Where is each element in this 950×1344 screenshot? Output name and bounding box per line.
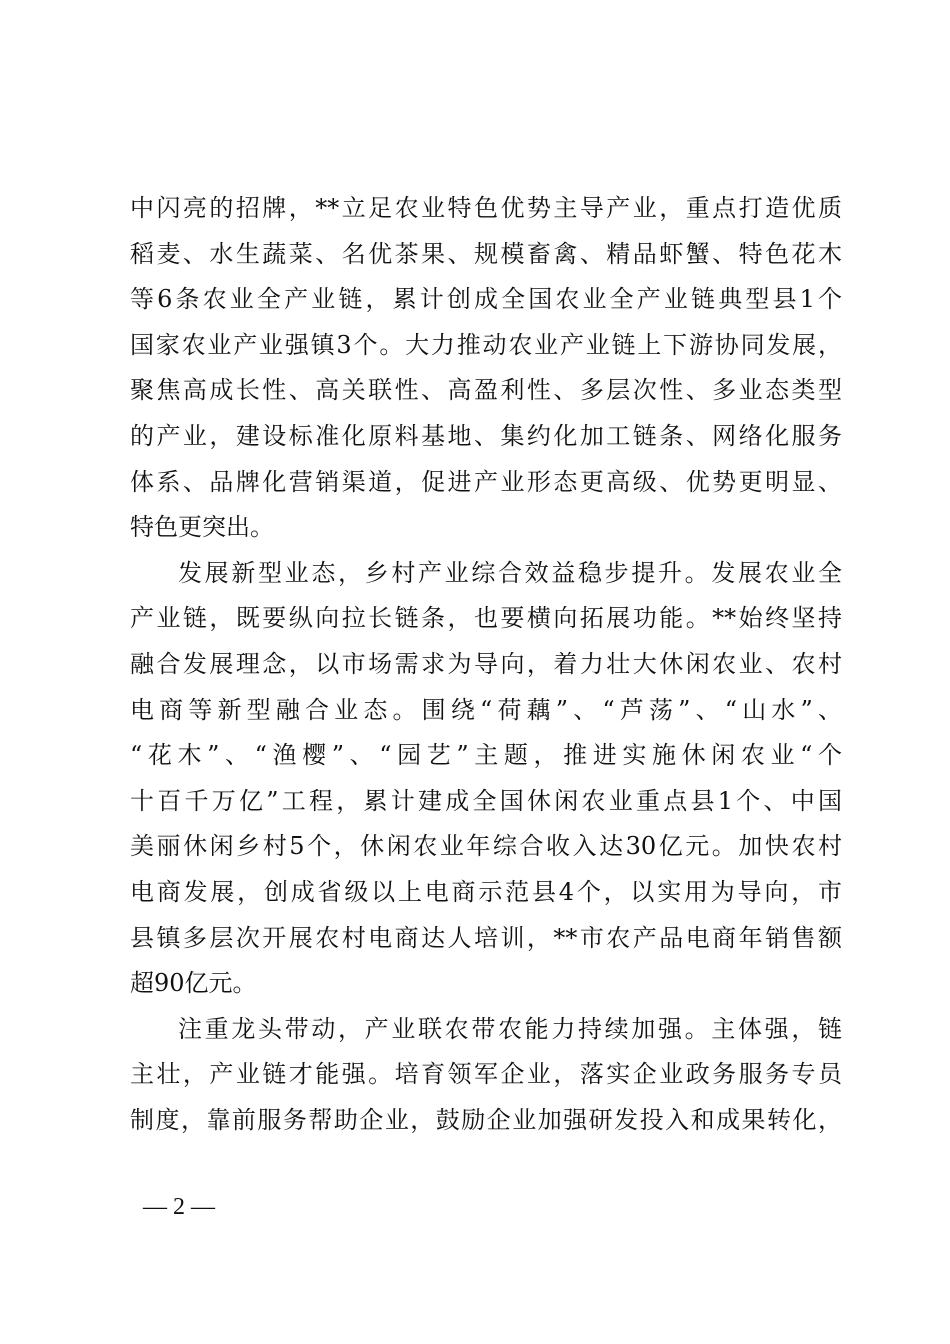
text-line: 电商等新型融合业态。围绕“荷藕”、“芦荡”、“山水”、 bbox=[130, 695, 842, 724]
text-line: “花木”、“渔樱”、“园艺”主题，推进实施休闲农业“个 bbox=[130, 741, 842, 770]
text-line: 电商发展，创成省级以上电商示范县4个，以实用为导向，市 bbox=[130, 877, 842, 906]
text-line: 县镇多层次开展农村电商达人培训，**市农产品电商年销售额 bbox=[130, 923, 842, 952]
text-line: 特色更突出。 bbox=[130, 513, 274, 542]
text-line: 超90亿元。 bbox=[130, 969, 257, 998]
text-line: 稻麦、水生蔬菜、名优茶果、规模畜禽、精品虾蟹、特色花木 bbox=[130, 239, 842, 268]
text-line: 等6条农业全产业链，累计创成全国农业全产业链典型县1个 bbox=[130, 285, 842, 314]
text-line: 主壮，产业链才能强。培育领军企业，落实企业政务服务专员 bbox=[130, 1060, 842, 1089]
page-number: — 2 — bbox=[143, 1194, 215, 1220]
text-line: 国家农业产业强镇3个。大力推动农业产业链上下游协同发展， bbox=[130, 330, 842, 359]
paragraph-heading-line: 发展新型业态，乡村产业综合效益稳步提升。发展农业全 bbox=[178, 558, 842, 587]
text-line: 体系、品牌化营销渠道，促进产业形态更高级、优势更明显、 bbox=[130, 467, 842, 496]
body-text bbox=[130, 186, 842, 1143]
text-line: 制度，靠前服务帮助企业，鼓励企业加强研发投入和成果转化， bbox=[130, 1105, 842, 1134]
text-line: 聚焦高成长性、高关联性、高盈利性、多层次性、多业态类型 bbox=[130, 376, 842, 405]
text-line: 中闪亮的招牌，**立足农业特色优势主导产业，重点打造优质 bbox=[130, 194, 842, 222]
text-line: 融合发展理念，以市场需求为导向，着力壮大休闲农业、农村 bbox=[130, 649, 842, 678]
paragraph-heading-line: 注重龙头带动，产业联农带农能力持续加强。主体强，链 bbox=[178, 1014, 842, 1043]
text-line: 十百千万亿”工程，累计建成全国休闲农业重点县1个、中国 bbox=[130, 786, 842, 815]
text-line: 美丽休闲乡村5个，休闲农业年综合收入达30亿元。加快农村 bbox=[130, 832, 842, 861]
text-line: 的产业，建设标准化原料基地、集约化加工链条、网络化服务 bbox=[130, 421, 842, 450]
text-line: 产业链，既要纵向拉长链条，也要横向拓展功能。**始终坚持 bbox=[130, 604, 842, 633]
